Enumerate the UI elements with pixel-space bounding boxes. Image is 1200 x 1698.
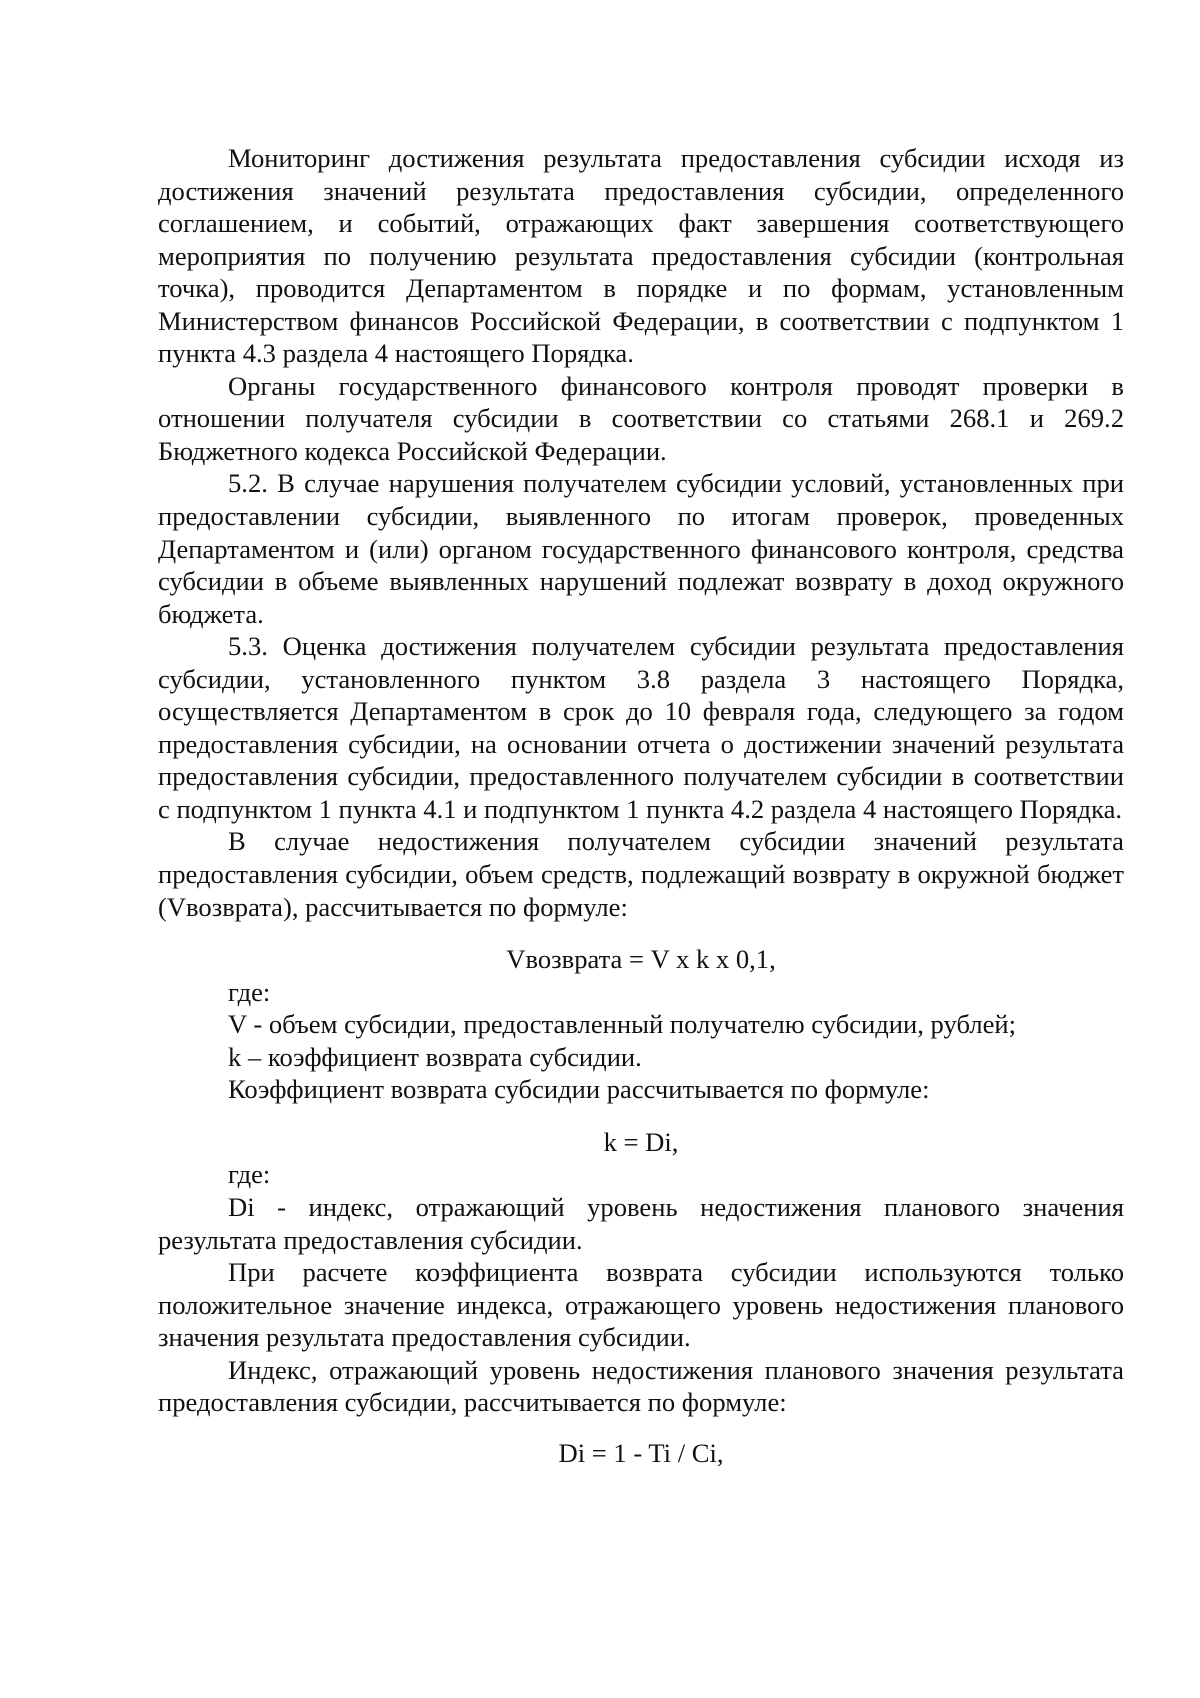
definition-v: V - объем субсидии, предоставленный получателю субсидии, рублей; — [228, 1009, 1017, 1040]
where-label: где: — [228, 1159, 271, 1190]
formula-refund-volume: Vвозврата = V x k x 0,1, — [506, 944, 776, 975]
document-page — [158, 142, 1124, 1469]
formula-index: Di = 1 - Ti / Ci, — [558, 1437, 724, 1468]
paragraph-coefficient-intro: Коэффициент возврата субсидии рассчитывается по формуле: — [228, 1074, 930, 1105]
spacer — [158, 1419, 1124, 1437]
paragraph-index-formula-intro: Индекс, отражающий уровень недостижения планового значения результата предоставления субсидии, рассчитывается по формуле: — [158, 1354, 1124, 1418]
formula-coefficient: k = Di, — [603, 1126, 679, 1157]
paragraph-control-bodies: Органы государственного финансового контроля проводят проверки в отношении получателя субсидии в соответствии со статьями 268.1 и 269.2 Бюджетного кодекса Российской Федерации. — [158, 370, 1124, 466]
paragraph-5-2: 5.2. В случае нарушения получателем субсидии условий, установленных при предоставлении субсидии, выявленного по итогам проверок, проведенных Департаментом и (или) органом государственного финансового контроля, средства субсидии в объеме выявленных нарушений подлежат возврату в доход окружного бюджета. — [158, 468, 1124, 629]
spacer — [158, 923, 1124, 943]
paragraph-5-3: 5.3. Оценка достижения получателем субсидии результата предоставления субсидии, установленного пунктом 3.8 раздела 3 настоящего Порядка, осуществляется Департаментом в срок до 10 февраля года, следующего за годом предоставления субсидии, на основании отчета о достижении значений результата предоставления субсидии, предоставленного получателем субсидии в соответствии с подпунктом 1 пункта 4.1 и подпунктом 1 пункта 4.2 раздела 4 настоящего Порядка. — [158, 631, 1124, 824]
paragraph-monitoring: Мониторинг достижения результата предоставления субсидии исходя из достижения значений результата предоставления субсидии, определенного соглашением, и событий, отражающих факт завершения соответствующего мероприятия по получению результата предоставления субсидии (контрольная точка), проводится Департаментом в порядке и по формам, установленным Министерством финансов Российской Федерации, в соответствии с подпунктом 1 пункта 4.3 раздела 4 настоящего Порядка. — [158, 143, 1124, 369]
paragraph-refund-volume: В случае недостижения получателем субсидии значений результата предоставления субсидии, объем средств, подлежащий возврату в окружной бюджет (Vвозврата), рассчитывается по формуле: — [158, 826, 1124, 922]
paragraph-positive-index: При расчете коэффициента возврата субсидии используются только положительное значение индекса, отражающего уровень недостижения планового значения результата предоставления субсидии. — [158, 1257, 1124, 1353]
definition-k: k – коэффициент возврата субсидии. — [228, 1041, 642, 1072]
where-label: где: — [228, 976, 271, 1007]
spacer — [158, 1106, 1124, 1126]
paragraph-index-definition: Di - индекс, отражающий уровень недостижения планового значения результата предоставления субсидии. — [158, 1191, 1124, 1255]
